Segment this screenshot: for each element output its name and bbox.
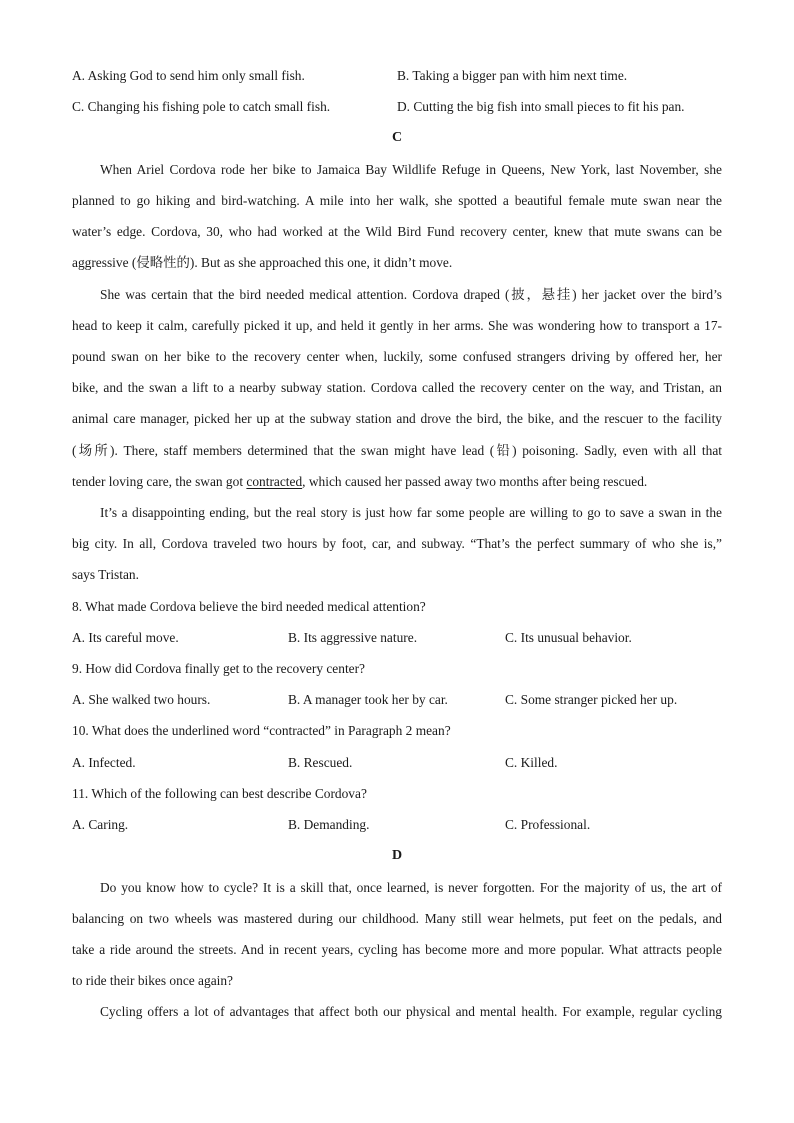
passage-c-line: bike, and the swan a lift to a nearby subway station. Cordova called the recovery center on the way, and Tristan, an — [72, 380, 722, 395]
question-option: B. Demanding. — [288, 817, 370, 832]
line-text: tender loving care, the swan got — [72, 474, 247, 489]
passage-c-line: head to keep it calm, carefully picked it up, and held it gently in her arms. She was wondering how to transport a 17- — [72, 318, 722, 333]
passage-d-line: take a ride around the streets. And in recent years, cycling has become more and more popular. What attracts people — [72, 942, 722, 957]
passage-d-line: balancing on two wheels was mastered during our childhood. Many still wear helmets, put feet on the pedals, and — [72, 911, 722, 926]
passage-d-line: to ride their bikes once again? — [72, 973, 233, 988]
passage-c-line: animal care manager, picked her up at the subway station and drove the bird, the bike, and the rescuer to the facility — [72, 411, 722, 426]
question-option: B. Rescued. — [288, 755, 353, 770]
passage-c-line-with-underline — [72, 474, 722, 490]
underlined-word-contracted: contracted — [246, 474, 303, 489]
question-stem: 10. What does the underlined word “contracted” in Paragraph 2 mean? — [72, 723, 451, 738]
passage-c-line: planned to go hiking and bird-watching. A mile into her walk, she spotted a beautiful female mute swan near the — [72, 193, 722, 208]
prev-option-d: D. Cutting the big fish into small pieces to fit his pan. — [397, 99, 685, 114]
section-c-heading: C — [391, 130, 403, 145]
question-option: C. Some stranger picked her up. — [505, 692, 678, 707]
line-text: , which caused her passed away two months after being rescued. — [302, 474, 648, 489]
passage-c-line: She was certain that the bird needed medical attention. Cordova draped (披，悬挂) her jacket over the bird’s — [100, 287, 722, 302]
question-option: C. Professional. — [505, 817, 591, 832]
passage-c-line: (场所). There, staff members determined that the swan might have lead (铅) poisoning. Sadly, even with all that — [72, 443, 722, 458]
passage-c-line: pound swan on her bike to the recovery center when, luckily, some confused strangers driving by offered her, her — [72, 349, 722, 364]
passage-c-line: When Ariel Cordova rode her bike to Jamaica Bay Wildlife Refuge in Queens, New York, last November, she — [100, 162, 722, 177]
question-option: C. Killed. — [505, 755, 558, 770]
question-option: A. Caring. — [72, 817, 129, 832]
prev-option-a: A. Asking God to send him only small fish. — [72, 68, 305, 83]
passage-c-line: water’s edge. Cordova, 30, who had worked at the Wild Bird Fund recovery center, knew that mute swans can be — [72, 224, 722, 239]
question-option: B. A manager took her by car. — [288, 692, 448, 707]
prev-option-c: C. Changing his fishing pole to catch small fish. — [72, 99, 331, 114]
question-stem: 8. What made Cordova believe the bird needed medical attention? — [72, 599, 426, 614]
question-option: A. Infected. — [72, 755, 136, 770]
section-d-heading: D — [391, 848, 403, 863]
passage-d-line: Cycling offers a lot of advantages that affect both our physical and mental health. For example, regular cycling — [100, 1004, 722, 1019]
question-option: C. Its unusual behavior. — [505, 630, 632, 645]
passage-c-line: aggressive (侵略性的). But as she approached this one, it didn’t move. — [72, 255, 453, 270]
prev-option-b: B. Taking a bigger pan with him next time. — [397, 68, 628, 83]
question-option: A. Its careful move. — [72, 630, 179, 645]
question-stem: 11. Which of the following can best describe Cordova? — [72, 786, 367, 801]
question-stem: 9. How did Cordova finally get to the recovery center? — [72, 661, 366, 676]
passage-d-line: Do you know how to cycle? It is a skill that, once learned, is never forgotten. For the majority of us, the art of — [100, 880, 722, 895]
passage-c-line: big city. In all, Cordova traveled two hours by foot, car, and subway. “That’s the perfect summary of who she is,” — [72, 536, 722, 551]
question-option: B. Its aggressive nature. — [288, 630, 418, 645]
passage-c-line: says Tristan. — [72, 567, 139, 582]
question-option: A. She walked two hours. — [72, 692, 211, 707]
passage-c-line: It’s a disappointing ending, but the real story is just how far some people are willing to go to save a swan in the — [100, 505, 722, 520]
